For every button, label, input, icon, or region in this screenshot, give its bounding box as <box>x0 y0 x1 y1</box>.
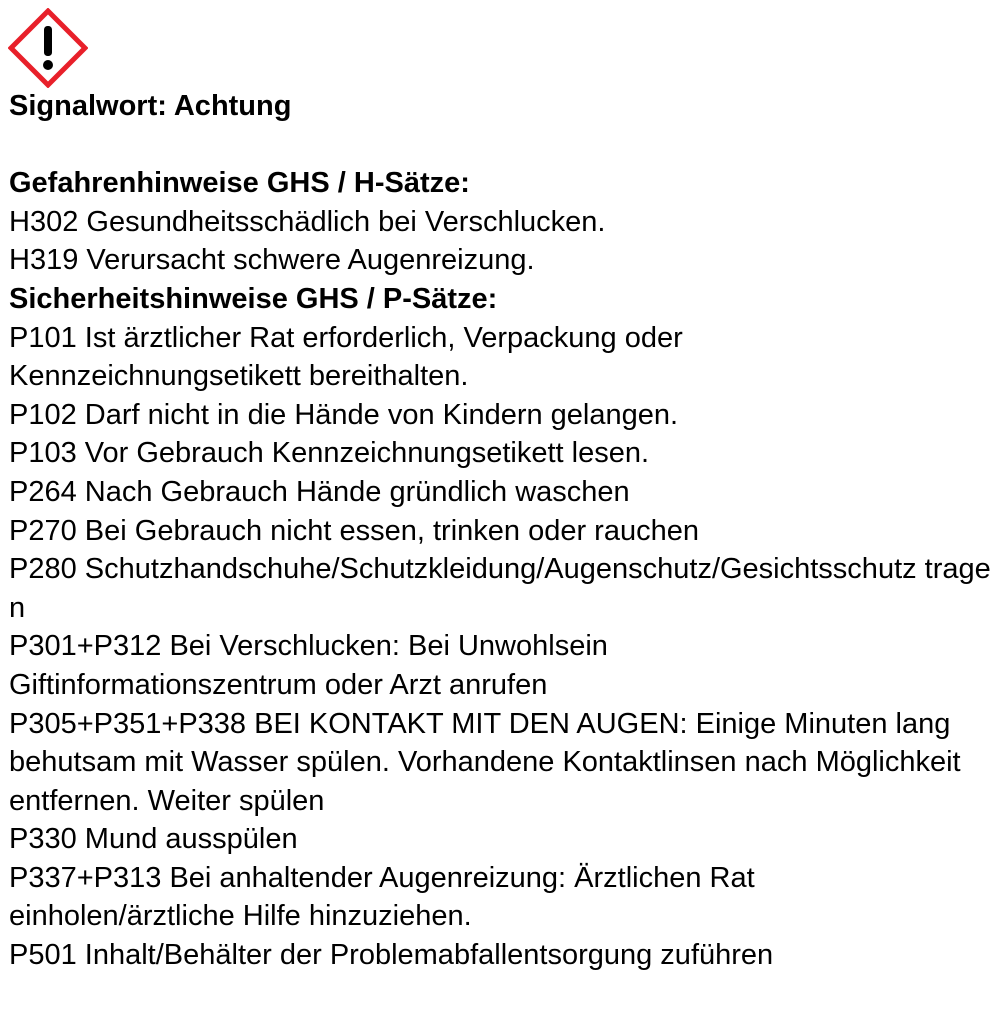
h-statement-item: H302 Gesundheitsschädlich bei Verschlucken. <box>9 205 606 238</box>
p-statement-item: P270 Bei Gebrauch nicht essen, trinken oder rauchen <box>9 514 699 547</box>
p-statement-item: P101 Ist ärztlicher Rat erforderlich, Verpackung oder Kennzeichnungsetikett bereithalten. <box>9 321 683 393</box>
p-statement-item: P501 Inhalt/Behälter der Problemabfallentsorgung zuführen <box>9 939 774 972</box>
signal-word: Signalwort: Achtung <box>9 90 292 122</box>
p-statement-item: P337+P313 Bei anhaltender Augenreizung: Ärztlichen Rat einholen/ärztliche Hilfe hinzuziehen. <box>9 861 755 933</box>
warning-diamond-svg <box>8 8 88 88</box>
p-statement-item: P280 Schutzhandschuhe/Schutzkleidung/Augenschutz/Gesichtsschutz tragen <box>9 553 991 624</box>
exclamation-bar <box>44 26 52 56</box>
exclamation-dot <box>43 60 53 70</box>
blank-line <box>9 126 1004 165</box>
ghs07-exclamation-icon <box>8 8 88 88</box>
hazard-statements-document <box>9 87 1004 975</box>
p-statement-item: P264 Nach Gebrauch Hände gründlich waschen <box>9 475 630 508</box>
p-statement-item: P305+P351+P338 BEI KONTAKT MIT DEN AUGEN: Einige Minuten lang behutsam mit Wasser spülen. Vorhandene Kontaktlinsen nach Möglichkeit entfernen. Weiter spülen <box>9 707 961 817</box>
p-statement-item: P102 Darf nicht in die Hände von Kindern gelangen. <box>9 398 679 431</box>
p-statement-item: P103 Vor Gebrauch Kennzeichnungsetikett lesen. <box>9 437 650 470</box>
h-statements-heading: Gefahrenhinweise GHS / H-Sätze: <box>9 167 470 200</box>
p-statement-item: P301+P312 Bei Verschlucken: Bei Unwohlsein Giftinformationszentrum oder Arzt anrufen <box>9 630 608 701</box>
h-statement-item: H319 Verursacht schwere Augenreizung. <box>9 244 535 277</box>
p-statement-item: P330 Mund ausspülen <box>9 823 298 856</box>
p-statements-heading: Sicherheitshinweise GHS / P-Sätze: <box>9 282 498 315</box>
